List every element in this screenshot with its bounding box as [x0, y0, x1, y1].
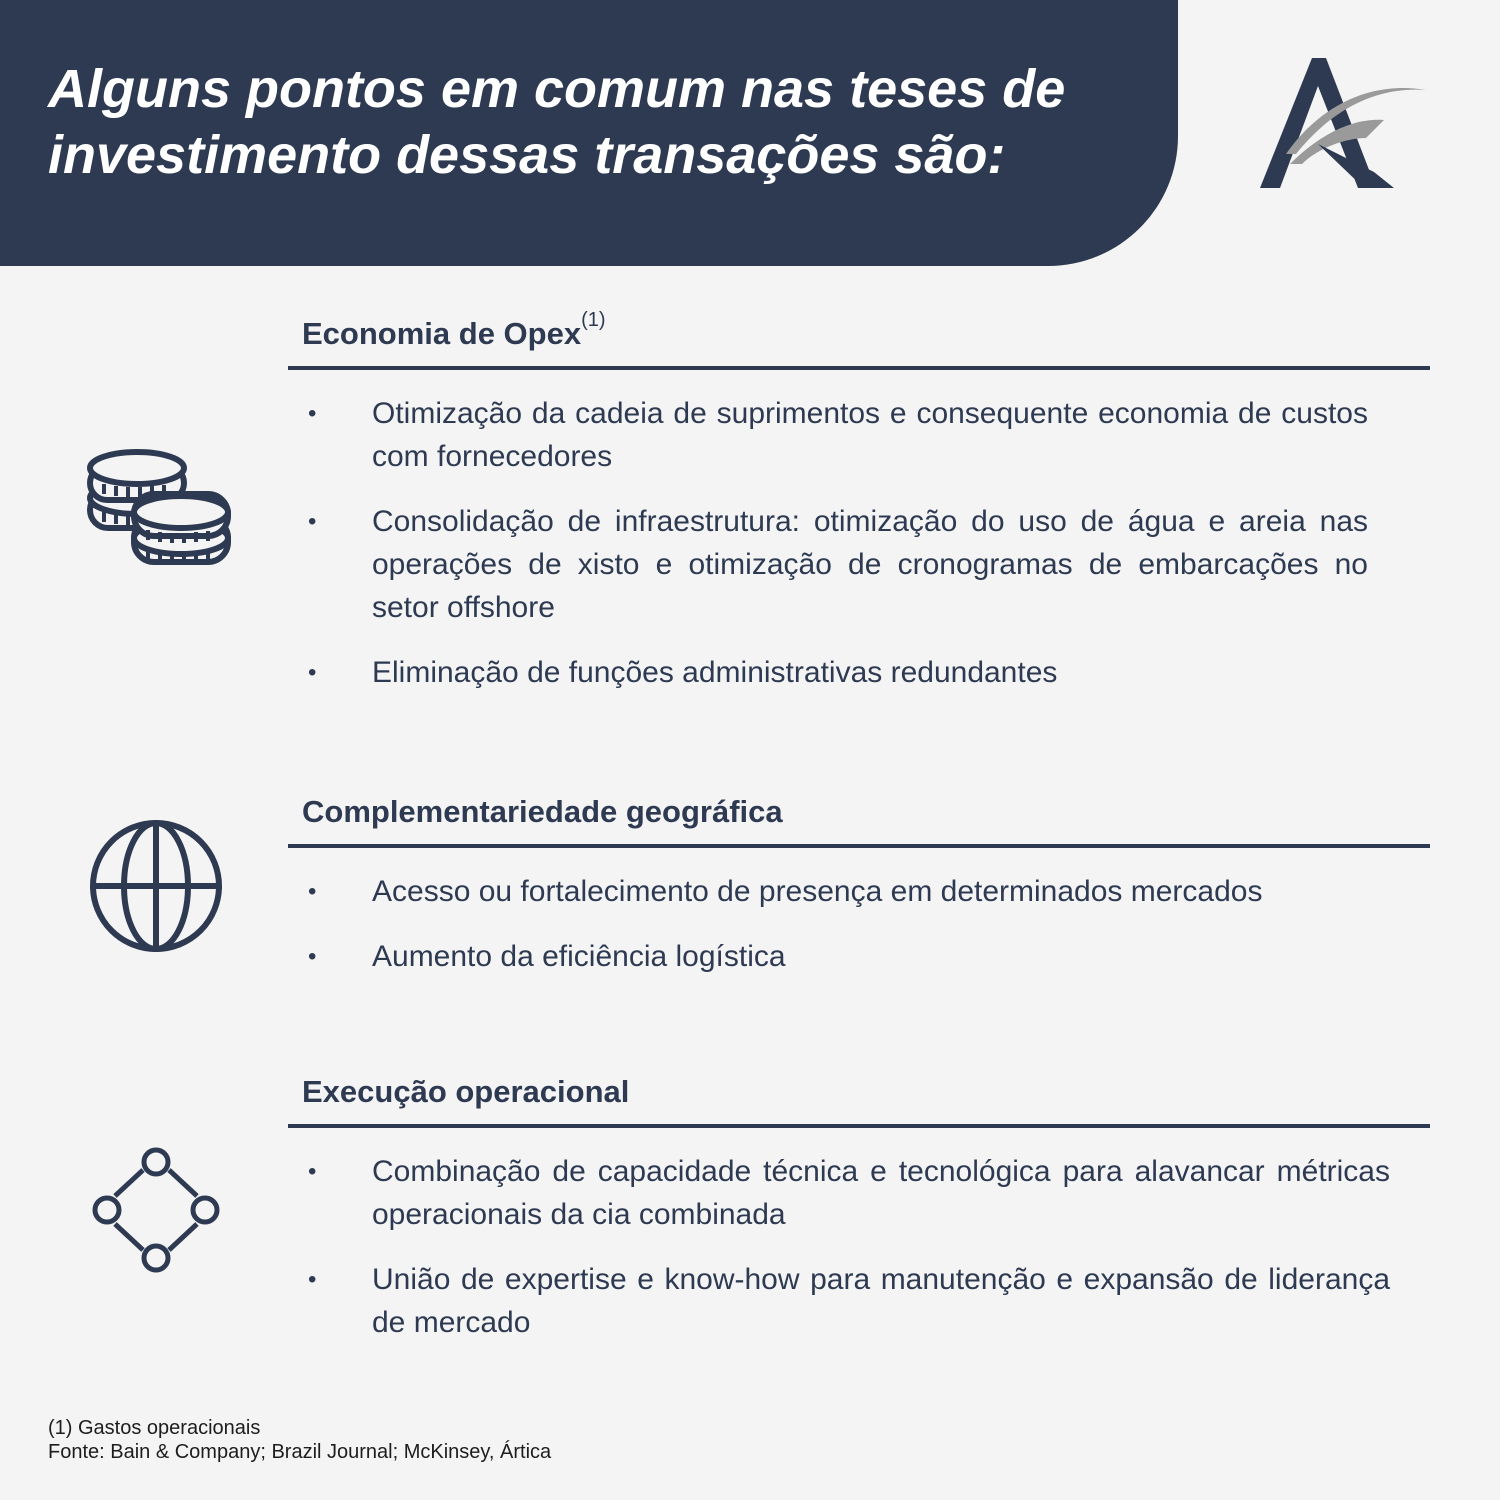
globe-icon [86, 816, 226, 956]
section-heading-geografica [288, 792, 1430, 848]
section-heading-opex [288, 309, 1430, 370]
list-item: • Acesso ou fortalecimento de presença em determinados mercados [288, 870, 1430, 913]
title-line-2: investimento dessas transações são: [48, 125, 1006, 185]
bullet-list [288, 392, 1430, 694]
list-item: • Aumento da eficiência logística [288, 935, 1430, 978]
footnote-marker: (1) [581, 309, 606, 331]
bullet-icon: • [308, 1266, 317, 1293]
bullet-icon: • [308, 878, 317, 905]
list-item: • Eliminação de funções administrativas redundantes [288, 651, 1430, 694]
section-heading-execucao [288, 1072, 1430, 1128]
list-item: • Combinação de capacidade técnica e tecnológica para alavancar métricas operacionais da cia combinada [288, 1150, 1430, 1236]
bullet-icon: • [308, 508, 317, 535]
section-geografica [288, 792, 1430, 978]
page-title [48, 56, 1148, 188]
section-heading-text: Economia de Opex [302, 316, 582, 351]
network-cycle-icon [91, 1146, 221, 1276]
footnote: (1) Gastos operacionais [48, 1417, 261, 1439]
section-opex [288, 309, 1430, 694]
bullet-icon: • [308, 943, 317, 970]
bullet-list [288, 1150, 1430, 1344]
bullet-icon: • [308, 659, 317, 686]
artica-logo-icon [1256, 52, 1428, 194]
section-heading-text: Complementariedade geográfica [302, 794, 783, 829]
title-line-1: Alguns pontos em comum nas teses de [48, 59, 1066, 119]
footer [48, 1416, 551, 1464]
bullet-icon: • [308, 400, 317, 427]
header-banner [0, 0, 1178, 266]
source-note: Fonte: Bain & Company; Brazil Journal; McKinsey, Ártica [48, 1441, 552, 1463]
bullet-list [288, 870, 1430, 978]
coins-icon [84, 442, 234, 572]
list-item: • Otimização da cadeia de suprimentos e consequente economia de custos com fornecedores [288, 392, 1430, 478]
section-heading-text: Execução operacional [302, 1074, 630, 1109]
section-execucao [288, 1072, 1430, 1344]
list-item: • União de expertise e know-how para manutenção e expansão de liderança de mercado [288, 1258, 1430, 1344]
list-item: • Consolidação de infraestrutura: otimização do uso de água e areia nas operações de xisto e otimização de cronogramas de embarcações no setor offshore [288, 500, 1430, 629]
bullet-icon: • [308, 1158, 317, 1185]
